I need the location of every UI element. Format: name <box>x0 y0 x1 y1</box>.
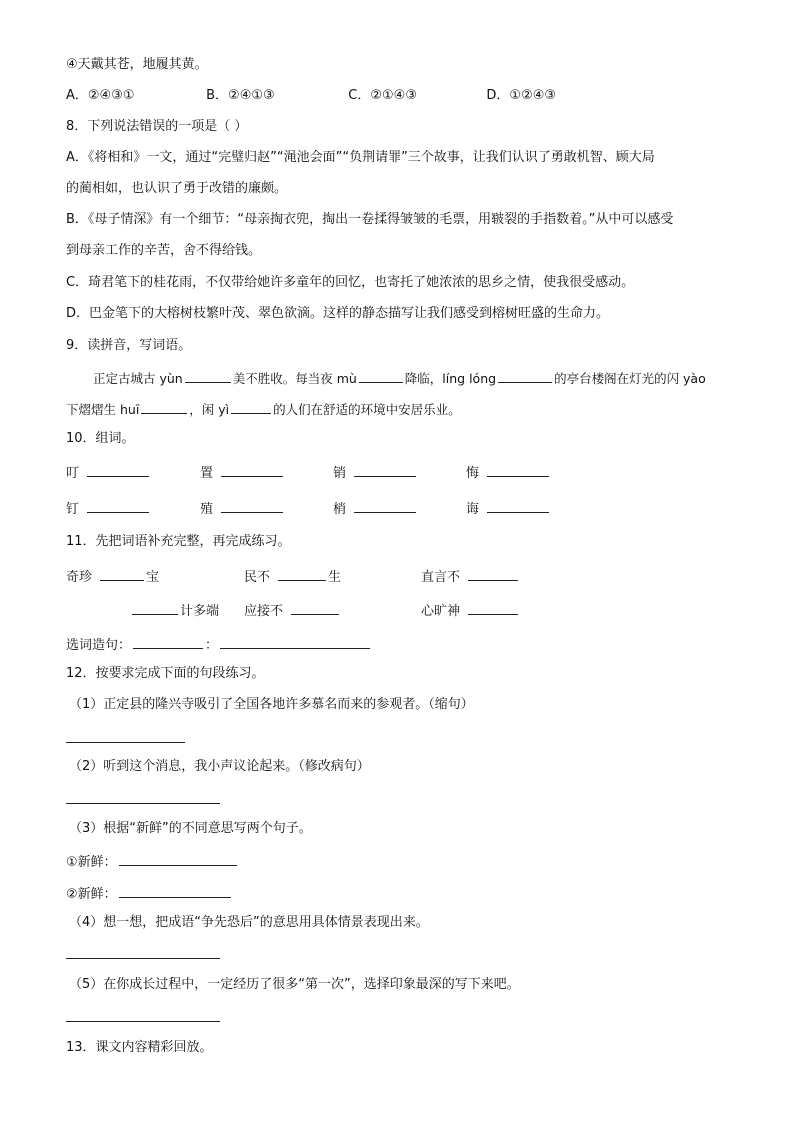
q7-options <box>66 89 556 102</box>
q11-idiom-3 <box>421 568 520 584</box>
q10-blank[interactable] <box>487 500 549 513</box>
q9-text-1c: 降临，líng lóng <box>404 371 497 386</box>
q11-idiom-1 <box>66 568 159 584</box>
q11-idiom-text: 宝 <box>146 570 160 585</box>
q10-char: 诲 <box>466 502 480 517</box>
q9-text-1d: 的亭台楼阁在灯光的闪 yào <box>554 371 706 386</box>
q11-idiom-2 <box>244 568 341 584</box>
q7-line4: ④天戴其苍，地履其黄。 <box>66 57 208 72</box>
q12-part3b-label: ②新鲜： <box>66 887 117 902</box>
q10-item-8 <box>466 500 551 516</box>
q8-option-c: C．琦君笔下的桂花雨，不仅带给她许多童年的回忆，也寄托了她浓浓的思乡之情，使我很受感动。 <box>66 275 635 290</box>
q10-blank[interactable] <box>87 464 149 477</box>
q10-blank[interactable] <box>221 464 283 477</box>
q11-stem: 11．先把词语补充完整，再完成练习。 <box>66 534 291 549</box>
q10-blank[interactable] <box>354 500 416 513</box>
q9-text-2c: 的人们在舒适的环境中安居乐业。 <box>273 402 461 417</box>
q10-item-4 <box>466 464 551 480</box>
q8-option-d: D．巴金笔下的大榕树枝繁叶茂、翠色欲滴。这样的静态描写让我们感受到榕树旺盛的生命力。 <box>66 306 610 321</box>
q10-char: 叮 <box>66 466 80 481</box>
q10-item-6 <box>200 500 285 516</box>
q10-item-1 <box>66 464 151 480</box>
q11-idiom-6 <box>421 602 520 618</box>
q12-stem: 12．按要求完成下面的句段练习。 <box>66 666 265 681</box>
q12-part1: （1）正定县的隆兴寺吸引了全国各地许多慕名而来的参观者。（缩句） <box>69 697 474 712</box>
q10-blank[interactable] <box>354 464 416 477</box>
q12-part4-answer-line[interactable] <box>66 958 220 959</box>
q8-option-a-line1: A．《将相和》一文，通过“完璧归赵”“渑池会面”“负荆请罪”三个故事，让我们认识了勇敢机智、顾大局 <box>66 150 655 165</box>
q11-idiom-text: 直言不 <box>421 570 461 585</box>
q10-blank[interactable] <box>487 464 549 477</box>
q11-blank[interactable] <box>468 602 518 615</box>
q10-char: 梢 <box>333 502 347 517</box>
q10-char: 钉 <box>66 502 80 517</box>
q10-char: 销 <box>333 466 347 481</box>
q10-char: 殖 <box>200 502 214 517</box>
q12-part2: （2）听到这个消息，我小声议论起来。（修改病句） <box>69 759 370 774</box>
q11-idiom-text: 奇珍 <box>66 570 93 585</box>
q9-blank-yi[interactable] <box>231 401 271 414</box>
q10-char: 悔 <box>466 466 480 481</box>
q9-blank-hui[interactable] <box>141 401 187 414</box>
q10-item-3 <box>333 464 418 480</box>
q9-text-1b: 美不胜收。每当夜 mù <box>232 371 357 386</box>
q7-option-b[interactable]: B．②④①③ <box>206 88 275 103</box>
q11-blank[interactable] <box>132 602 178 615</box>
q8-option-a-line2: 的蔺相如，也认识了勇于改错的廉颇。 <box>66 181 288 196</box>
q11-word-blank[interactable] <box>133 636 203 649</box>
q12-part3: （3）根据“新鲜”的不同意思写两个句子。 <box>69 821 312 836</box>
q9-blank-mu[interactable] <box>359 370 403 383</box>
q7-option-c[interactable]: C．②①④③ <box>348 88 417 103</box>
q11-idiom-text: 心旷神 <box>421 604 461 619</box>
q7-option-a[interactable]: A．②④③① <box>66 88 135 103</box>
q8-option-b-line2: 到母亲工作的辛苦，舍不得给钱。 <box>66 243 262 258</box>
q12-part3-sentence-1 <box>66 853 239 869</box>
q11-idiom-text: 民不 <box>244 570 271 585</box>
q11-idiom-5 <box>244 602 341 618</box>
q10-char: 置 <box>200 466 214 481</box>
q12-part3b-blank[interactable] <box>119 885 231 898</box>
q11-sentence-blank[interactable] <box>220 636 370 649</box>
q11-idiom-text: 计多端 <box>180 604 220 619</box>
q11-blank[interactable] <box>278 568 326 581</box>
q11-idiom-text: 应接不 <box>244 604 284 619</box>
q9-stem: 9．读拼音，写词语。 <box>66 338 192 353</box>
q11-blank[interactable] <box>291 602 339 615</box>
q11-blank[interactable] <box>468 568 518 581</box>
q12-part5-answer-line[interactable] <box>66 1021 220 1022</box>
q12-part3a-blank[interactable] <box>119 853 237 866</box>
q12-part3a-label: ①新鲜： <box>66 855 117 870</box>
q9-blank-yun[interactable] <box>185 370 231 383</box>
q11-make-sentence <box>66 636 372 652</box>
q9-text-2b: ，闲 yì <box>189 402 230 417</box>
q11-colon: ： <box>205 638 219 653</box>
q9-text-1a: 正定古城古 yùn <box>93 371 183 386</box>
q12-part1-answer-line[interactable] <box>66 742 185 743</box>
q11-sentence-label: 选词造句： <box>66 638 132 653</box>
q12-part5: （5）在你成长过程中，一定经历了很多“第一次”，选择印象最深的写下来吧。 <box>69 977 520 992</box>
q10-item-7 <box>333 500 418 516</box>
q9-blank-linglong[interactable] <box>498 370 552 383</box>
q7-option-d[interactable]: D．①②④③ <box>486 88 557 103</box>
q8-stem: 8．下列说法错误的一项是（ ） <box>66 119 248 134</box>
q10-item-5 <box>66 500 151 516</box>
q10-blank[interactable] <box>221 500 283 513</box>
q9-line2 <box>66 401 461 417</box>
q8-option-b-line1: B．《母子情深》有一个细节：“母亲掏衣兜，掏出一卷揉得皱皱的毛票，用皲裂的手指数着。”从中可以感受 <box>66 212 674 227</box>
q11-idiom-4 <box>130 602 219 618</box>
q12-part3-sentence-2 <box>66 885 233 901</box>
q10-blank[interactable] <box>87 500 149 513</box>
q11-blank[interactable] <box>100 568 144 581</box>
q13-stem: 13．课文内容精彩回放。 <box>66 1040 213 1055</box>
q11-idiom-text: 生 <box>328 570 342 585</box>
q12-part2-answer-line[interactable] <box>66 803 220 804</box>
q10-stem: 10．组词。 <box>66 431 135 446</box>
q9-line1 <box>93 370 706 386</box>
q9-text-2a: 下熠熠生 huī <box>66 402 140 417</box>
q10-item-2 <box>200 464 285 480</box>
q12-part4: （4）想一想，把成语“争先恐后”的意思用具体情景表现出来。 <box>69 915 429 930</box>
